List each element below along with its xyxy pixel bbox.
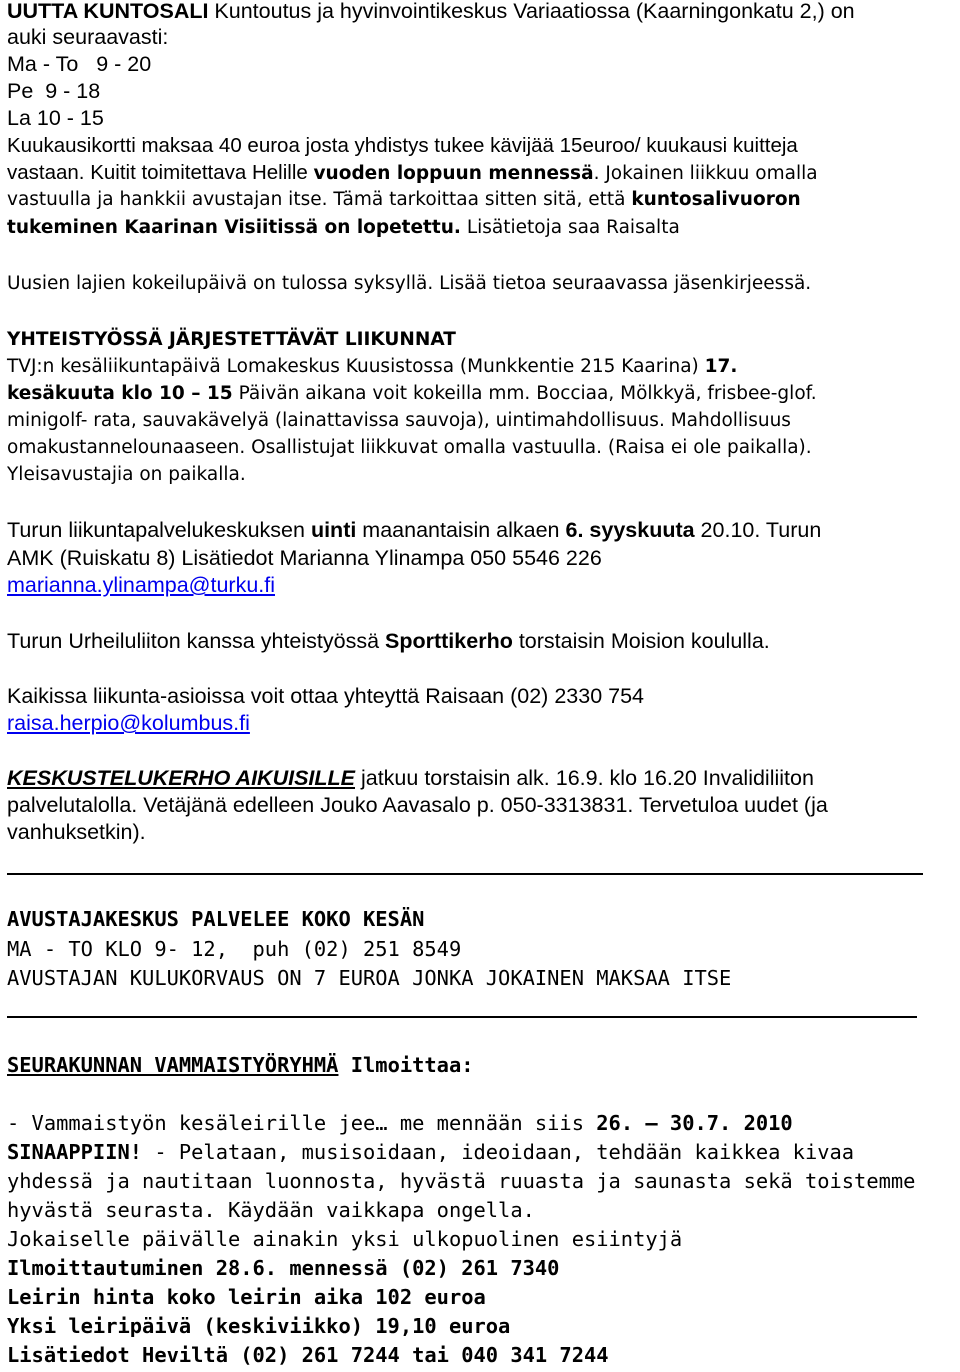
yhteys-email-line [7, 710, 250, 737]
kuntosali-line-10: Uusien lajien kokeilupäivä on tulossa syksyllä. Lisää tietoa seuraavassa jäsenkirjeessä. [7, 273, 812, 294]
yhteistyo-line-1: TVJ:n kesäliikuntapäivä Lomakeskus Kuusistossa (Munkkentie 215 Kaarina) 17. [7, 356, 738, 377]
uinti-line-2: AMK (Ruiskatu 8) Lisätiedot Marianna Ylinampa 050 5546 226 [7, 546, 602, 570]
kuntosali-hours-weekday: Ma - To 9 - 20 [7, 52, 152, 76]
kuntosali-hours-saturday: La 10 - 15 [7, 106, 104, 130]
uinti-line-1: Turun liikuntapalvelukeskuksen uinti maanantaisin alkaen 6. syyskuuta 20.10. Turun [7, 518, 822, 542]
yhteistyo-title: YHTEISTYÖSSÄ JÄRJESTETTÄVÄT LIIKUNNAT [7, 329, 456, 350]
keskustelu-line-3: vanhuksetkin). [7, 820, 146, 844]
yhteistyo-line-3: minigolf- rata, sauvakävelyä (lainattavissa sauvoja), uintimahdollisuus. Mahdollisuus [7, 410, 791, 431]
keskustelu-line-1: KESKUSTELUKERHO AIKUISILLE jatkuu torstaisin alk. 16.9. klo 16.20 Invalidiliiton [7, 766, 814, 790]
kuntosali-line-8: vastuulla ja hankkii avustajan itse. Tämä tarkoittaa sitten sitä, että kuntosalivuoron [7, 189, 801, 210]
avustaja-title: AVUSTAJAKESKUS PALVELEE KOKO KESÄN [7, 907, 425, 931]
seurakunta-line-1: - Vammaistyön kesäleirille jee… me mennään siis 26. – 30.7. 2010 [7, 1111, 793, 1135]
seurakunta-title: SEURAKUNNAN VAMMAISTYÖRYHMÄ [7, 1053, 339, 1077]
seurakunta-line-6: Ilmoittautuminen 28.6. mennessä (02) 261 7340 [7, 1256, 560, 1280]
seurakunta-line-3: yhdessä ja nautitaan luonnosta, hyvästä ruuasta ja saunasta sekä toistemme [7, 1169, 916, 1193]
seurakunta-line-2: SINAAPPIIN! - Pelataan, musisoidaan, ideoidaan, tehdään kaikkea kivaa [7, 1140, 855, 1164]
seurakunta-line-8: Yksi leiripäivä (keskiviikko) 19,10 euroa [7, 1314, 511, 1338]
seurakunta-line-9: Lisätiedot Heviltä (02) 261 7244 tai 040 341 7244 [7, 1343, 609, 1367]
seurakunta-title-line: SEURAKUNNAN VAMMAISTYÖRYHMÄ Ilmoittaa: [7, 1053, 474, 1077]
kuntosali-hours-friday: Pe 9 - 18 [7, 79, 101, 103]
uinti-email-line [7, 572, 275, 599]
yhteys-email-link[interactable]: raisa.herpio@kolumbus.fi [7, 711, 250, 735]
kuntosali-line-7: vastaan. Kuitit toimitettava Helille vuoden loppuun mennessä. Jokainen liikkuu omalla [7, 161, 818, 184]
yhteistyo-line-4: omakustannelounaaseen. Osallistujat liikkuvat omalla vastuulla. (Raisa ei ole paikalla). [7, 437, 812, 458]
keskustelu-title: KESKUSTELUKERHO AIKUISILLE [7, 766, 355, 790]
seurakunta-line-7: Leirin hinta koko leirin aika 102 euroa [7, 1285, 486, 1309]
yhteistyo-line-2: kesäkuuta klo 10 – 15 Päivän aikana voit kokeilla mm. Bocciaa, Mölkkyä, frisbee-glof. [7, 383, 817, 404]
uinti-email-link[interactable]: marianna.ylinampa@turku.fi [7, 573, 275, 597]
yhteistyo-line-5: Yleisavustajia on paikalla. [7, 464, 246, 485]
kuntosali-line-9: tukeminen Kaarinan Visiitissä on lopetettu. Lisätietoja saa Raisalta [7, 217, 680, 238]
seurakunta-line-5: Jokaiselle päivälle ainakin yksi ulkopuolinen esiintyjä [7, 1227, 683, 1251]
kuntosali-title: UUTTA KUNTOSALI [7, 0, 209, 23]
keskustelu-line-2: palvelutalolla. Vetäjänä edelleen Jouko Aavasalo p. 050-3313831. Tervetuloa uudet (ja [7, 793, 828, 817]
avustaja-line-2: AVUSTAJAN KULUKORVAUS ON 7 EUROA JONKA JOKAINEN MAKSAA ITSE [7, 966, 732, 990]
kuntosali-line-2: auki seuraavasti: [7, 25, 169, 49]
divider-1 [7, 873, 923, 875]
yhteys-line: Kaikissa liikunta-asioissa voit ottaa yhteyttä Raisaan (02) 2330 754 [7, 684, 644, 708]
avustaja-line-1: MA - TO KLO 9- 12, puh (02) 251 8549 [7, 937, 462, 961]
kuntosali-line-1: UUTTA KUNTOSALI Kuntoutus ja hyvinvointikeskus Variaatiossa (Kaarningonkatu 2,) on [7, 0, 855, 23]
divider-2 [7, 1016, 917, 1018]
kuntosali-price: Kuukausikortti maksaa 40 euroa josta yhdistys tukee kävijää 15euroo/ kuukausi kuitteja [7, 134, 798, 157]
seurakunta-line-4: hyvästä seurasta. Käydään vaikkapa ongella. [7, 1198, 535, 1222]
urheiluliitto-line: Turun Urheiluliiton kanssa yhteistyössä Sporttikerho torstaisin Moision koululla. [7, 629, 770, 653]
